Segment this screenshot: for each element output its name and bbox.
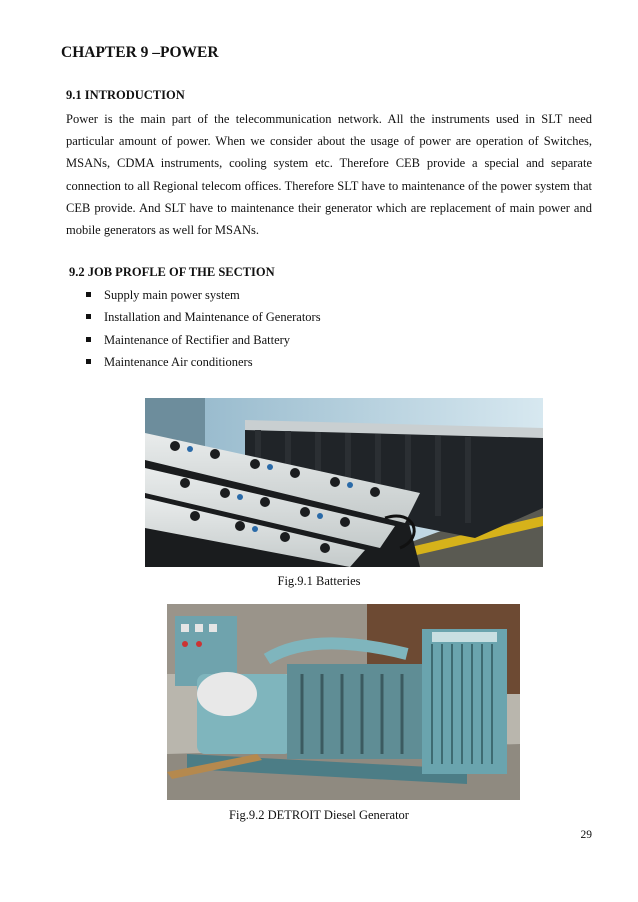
section-heading-job-profile: 9.2 JOB PROFLE OF THE SECTION <box>69 265 275 279</box>
bullet-square-icon <box>86 337 91 342</box>
bullet-square-icon <box>86 314 91 319</box>
list-item: Maintenance of Rectifier and Battery <box>86 329 321 351</box>
bullet-square-icon <box>86 359 91 364</box>
figure-caption-batteries: Fig.9.1 Batteries <box>277 574 361 588</box>
batteries-image <box>145 398 543 567</box>
page-number: 29 <box>580 829 592 841</box>
chapter-title: CHAPTER 9 –POWER <box>61 44 219 61</box>
list-item: Supply main power system <box>86 284 321 306</box>
batteries-photo <box>145 398 543 567</box>
introduction-paragraph: Power is the main part of the telecommunication network. All the instruments used in SLT need particular amount of power. When we consider about the usage of power are operation of Switches, MSANs, CDMA instruments, cooling system etc. Therefore CEB provide a special and separate connection to all Regional telecom offices. Therefore SLT have to maintenance of the power system that CEB provide. And SLT have to maintenance their generator which are replacement of main power and mobile generators as well for MSANs. <box>66 112 592 238</box>
bullet-square-icon <box>86 292 91 297</box>
list-item: Installation and Maintenance of Generators <box>86 306 321 328</box>
list-item: Maintenance Air conditioners <box>86 351 321 373</box>
generator-image <box>167 604 520 800</box>
generator-photo <box>167 604 520 800</box>
figure-caption-generator: Fig.9.2 DETROIT Diesel Generator <box>229 808 409 822</box>
job-profile-list <box>86 284 321 373</box>
section-heading-introduction: 9.1 INTRODUCTION <box>66 88 185 102</box>
